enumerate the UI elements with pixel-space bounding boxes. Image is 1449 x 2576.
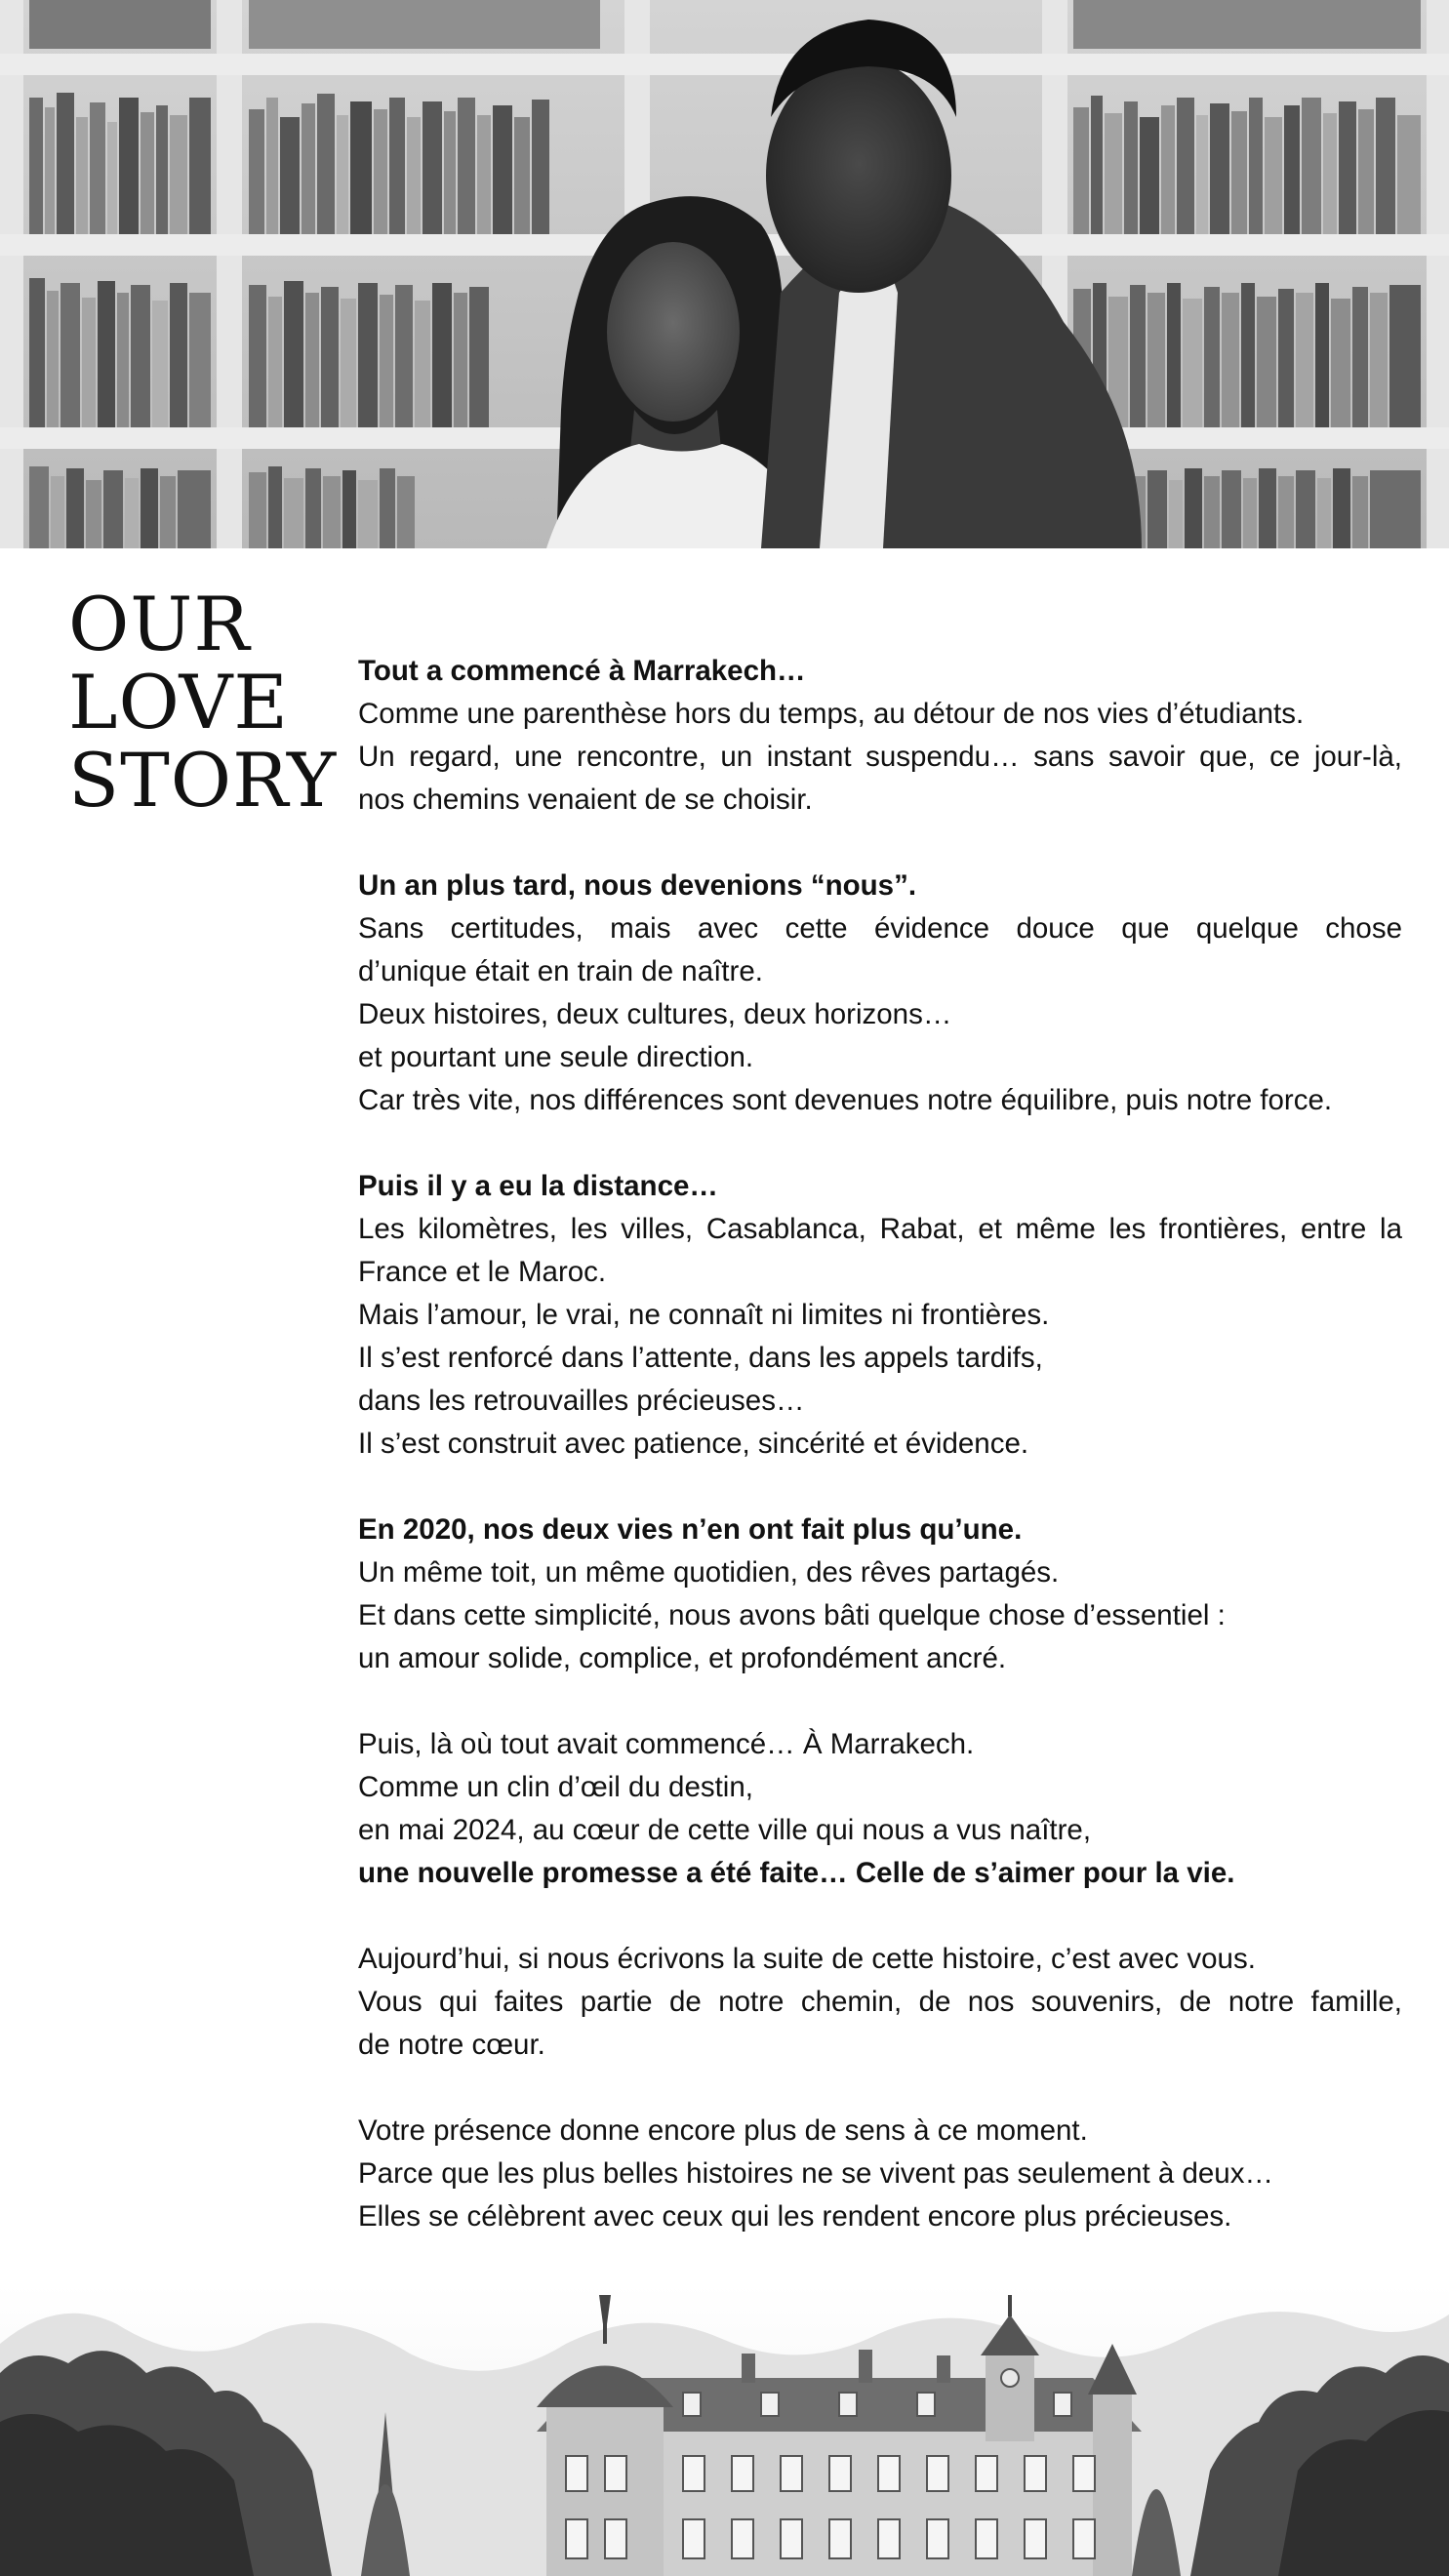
paragraph-line: Un même toit, un même quotidien, des rêves partagés. [358,1556,1060,1589]
paragraph-line: Il s’est renforcé dans l’attente, dans les appels tardifs, [358,1342,1043,1374]
paragraph-line: Aujourd’hui, si nous écrivons la suite de cette histoire, c’est avec vous. [358,1943,1256,1975]
love-story-text [358,650,1402,2281]
paragraph-line: et pourtant une seule direction. [358,1041,754,1073]
story-paragraph [358,865,1402,1122]
story-paragraph [358,1723,1402,1895]
paragraph-heading: Un an plus tard, nous devenions “nous”. [358,869,917,902]
story-paragraph [358,2110,1402,2238]
story-paragraph [358,1509,1402,1680]
paragraph-line: nos chemins venaient de se choisir. [358,784,813,816]
paragraph-line: Mais l’amour, le vrai, ne connaît ni limites ni frontières. [358,1299,1050,1331]
paragraph-line: Il s’est construit avec patience, sincérité et évidence. [358,1428,1029,1460]
title-line-love: LOVE [68,659,289,745]
page-title [68,581,338,824]
story-paragraph [358,1938,1402,2067]
story-paragraph [358,1165,1402,1466]
paragraph-line: de notre cœur. [358,2029,545,2061]
paragraph-line: d’unique était en train de naître. [358,955,763,987]
title-line-our: OUR [68,581,251,667]
story-paragraph [358,650,1402,822]
paragraph-line: un amour solide, complice, et profondément ancré. [358,1642,1007,1674]
paragraph-heading: Puis il y a eu la distance… [358,1170,718,1202]
paragraph-line: Elles se célèbrent avec ceux qui les rendent encore plus précieuses. [358,2200,1232,2233]
paragraph-line: en mai 2024, au cœur de cette ville qui nous a vus naître, [358,1814,1092,1846]
paragraph-closing: une nouvelle promesse a été faite… Celle de s’aimer pour la vie. [358,1857,1235,1889]
paragraph-line: Un regard, une rencontre, un instant suspendu… sans savoir que, ce jour-là, [358,741,1402,773]
paragraph-line: Vous qui faites partie de notre chemin, de nos souvenirs, de notre famille, [358,1986,1402,2018]
paragraph-line: Puis, là où tout avait commencé… À Marrakech. [358,1728,975,1760]
title-line-story: STORY [68,737,338,824]
paragraph-line: France et le Maroc. [358,1256,607,1288]
footer-illustration [0,2285,1449,2576]
paragraph-line: Comme une parenthèse hors du temps, au détour de nos vies d’étudiants. [358,698,1305,730]
paragraph-line: dans les retrouvailles précieuses… [358,1385,805,1417]
paragraph-line: Parce que les plus belles histoires ne se vivent pas seulement à deux… [358,2157,1273,2190]
paragraph-heading: En 2020, nos deux vies n’en ont fait plus qu’une. [358,1513,1023,1546]
chateau-illustration [0,2285,1449,2576]
paragraph-line: Sans certitudes, mais avec cette évidence douce que quelque chose [358,912,1402,945]
paragraph-line: Deux histoires, deux cultures, deux horizons… [358,998,952,1030]
paragraph-line: Votre présence donne encore plus de sens à ce moment. [358,2114,1088,2147]
paragraph-heading: Tout a commencé à Marrakech… [358,655,806,687]
paragraph-line: Les kilomètres, les villes, Casablanca, Rabat, et même les frontières, entre la [358,1213,1402,1245]
couple-in-library-photo [0,0,1449,548]
paragraph-line: Et dans cette simplicité, nous avons bâti quelque chose d’essentiel : [358,1599,1226,1631]
paragraph-line: Comme un clin d’œil du destin, [358,1771,753,1803]
paragraph-line: Car très vite, nos différences sont devenues notre équilibre, puis notre force. [358,1084,1333,1116]
hero-photo [0,0,1449,548]
